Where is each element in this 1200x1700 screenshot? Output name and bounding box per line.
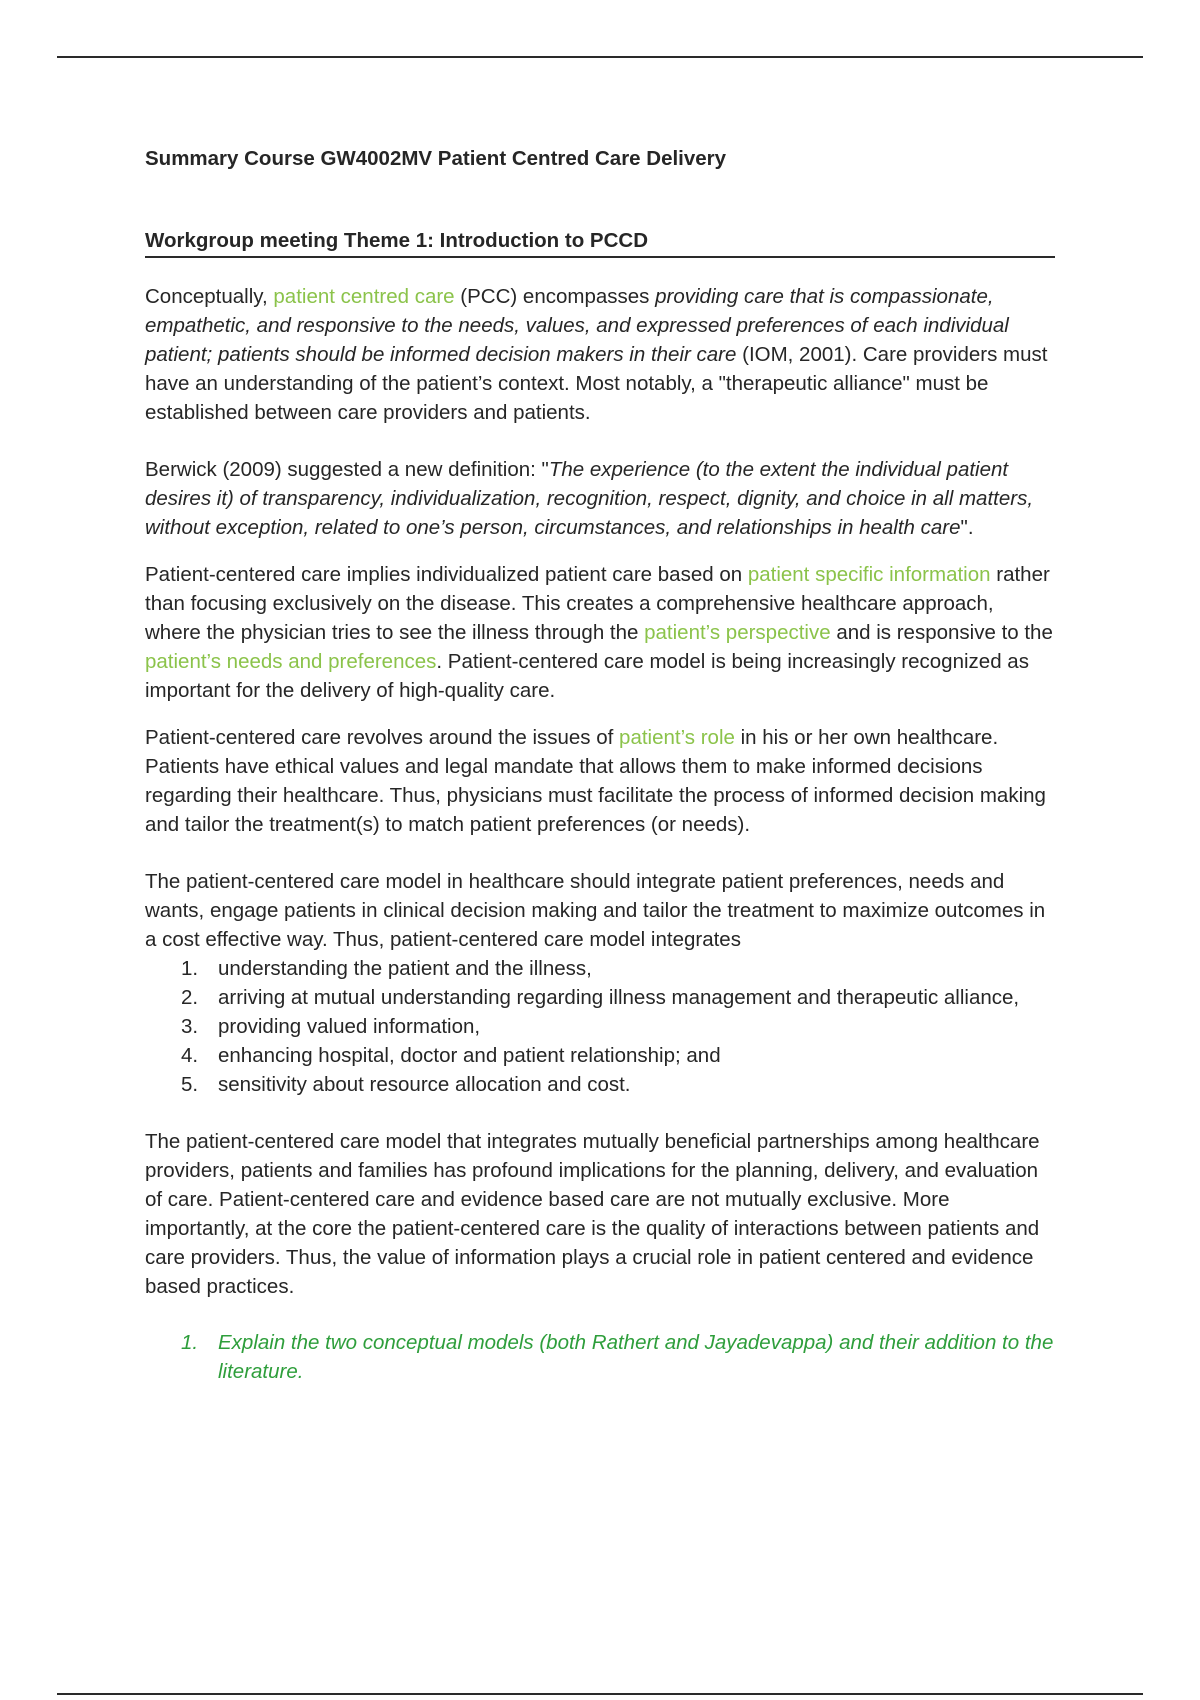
list-number: 2.: [181, 986, 199, 1009]
list-number: 3.: [181, 1015, 199, 1038]
section-heading: Workgroup meeting Theme 1: Introduction to PCCD: [145, 226, 1055, 258]
question-item: [145, 1328, 1055, 1386]
highlighted-term: patient’s role: [619, 726, 735, 749]
text: Conceptually,: [145, 285, 274, 308]
top-rule: [57, 56, 1143, 58]
text: (PCC) encompasses: [454, 285, 656, 308]
list-text: arriving at mutual understanding regarding illness management and therapeutic alliance,: [218, 986, 1020, 1009]
question-text: Explain the two conceptual models (both Rathert and Jayadevappa) and their addition to the literature.: [218, 1331, 1054, 1383]
paragraph-individualized-care: [145, 560, 1055, 705]
paragraph-berwick: [145, 455, 1055, 542]
highlighted-term: patient’s needs and preferences: [145, 650, 437, 673]
text: ".: [960, 516, 974, 539]
text: Berwick (2009) suggested a new definition: ": [145, 458, 549, 481]
list-item: [145, 954, 1055, 983]
numbered-list: [145, 954, 1055, 1099]
question-number: 1.: [181, 1331, 199, 1354]
text: in his or her own healthcare. Patients have ethical values and legal mandate that allows them to make informed decisions regarding their healthcare. Thus, physicians must facilitate the process of informed decision making and tailor the treatment(s) to match patient preferences (or needs).: [145, 726, 1046, 836]
list-number: 4.: [181, 1044, 199, 1067]
paragraph-pcc-definition: [145, 282, 1055, 427]
text: Patient-centered care revolves around the issues of: [145, 726, 620, 749]
italic-quote: The experience (to the extent the individual patient desires it) of transparency, individualization, recognition, respect, dignity, and choice in all matters, without exception, related to one’s person, circumstances, and relationships in health care: [145, 458, 1034, 539]
list-text: sensitivity about resource allocation and cost.: [218, 1073, 631, 1096]
list-number: 5.: [181, 1073, 199, 1096]
text: rather than focusing exclusively on the disease. This creates a comprehensive healthcare approach, where the physician tries to see the illness through the: [145, 563, 1050, 644]
text: . Patient-centered care model is being increasingly recognized as important for the delivery of high-quality care.: [145, 650, 1029, 702]
paragraph-partnerships: The patient-centered care model that integrates mutually beneficial partnerships among healthcare providers, patients and families has profound implications for the planning, delivery, and evaluation of care. Patient-centered care and evidence based care are not mutually exclusive. More importantly, at the core the patient-centered care is the quality of interactions between patients and care providers. Thus, the value of information plays a crucial role in patient centered and evidence based practices.: [145, 1130, 1040, 1298]
bottom-rule: [57, 1693, 1143, 1695]
list-item: [145, 1041, 1055, 1070]
highlighted-term: patient specific information: [747, 563, 991, 586]
paragraph-patient-role: [145, 723, 1055, 839]
highlighted-term: patient’s perspective: [644, 621, 831, 644]
italic-quote: providing care that is compassionate, empathetic, and responsive to the needs, values, and expressed preferences of each individual patient; patients should be informed decision makers in their care: [145, 285, 1009, 366]
list-text: providing valued information,: [218, 1015, 481, 1038]
list-item: [145, 1012, 1055, 1041]
list-item: [145, 1070, 1055, 1099]
list-text: understanding the patient and the illness,: [218, 957, 592, 980]
text: and is responsive to the: [830, 621, 1053, 644]
highlighted-term: patient centred care: [273, 285, 455, 308]
document-body: [145, 144, 1055, 1414]
paragraph-care-model: The patient-centered care model in healthcare should integrate patient preferences, needs and wants, engage patients in clinical decision making and tailor the treatment to maximize outcomes in a cost effective way. Thus, patient-centered care model integrates: [145, 870, 1046, 951]
text: (IOM, 2001). Care providers must have an understanding of the patient’s context. Most notably, a "therapeutic alliance" must be established between care providers and patients.: [145, 343, 1048, 424]
text: Patient-centered care implies individualized patient care based on: [145, 563, 748, 586]
question-list: [145, 1328, 1055, 1386]
list-text: enhancing hospital, doctor and patient relationship; and: [218, 1044, 721, 1067]
document-title: Summary Course GW4002MV Patient Centred Care Delivery: [145, 147, 727, 170]
list-number: 1.: [181, 957, 199, 980]
list-item: [145, 983, 1055, 1012]
